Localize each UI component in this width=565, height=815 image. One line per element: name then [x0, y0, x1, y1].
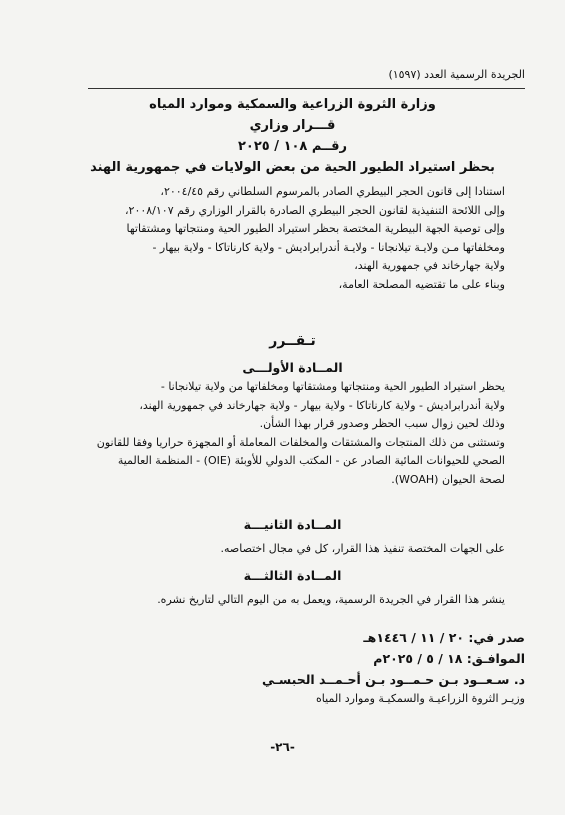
- preamble: [40, 183, 505, 294]
- header-rule: [88, 88, 525, 89]
- decision-subject: بحظر استيراد الطيور الحية من بعض الولايات في جمهورية الهند: [90, 160, 495, 175]
- issued-date: صدر في: ٢٠ / ١١ / ١٤٤٦هـ: [363, 630, 525, 645]
- gazette-header: الجريدة الرسمية العدد (١٥٩٧): [388, 68, 525, 81]
- resolves-heading: تـقــرر: [269, 333, 316, 349]
- preamble-line: وإلى اللائحة التنفيذية لقانون الحجر البيطري الصادرة بالقرار الوزاري رقم ٢٠٠٨/١٠٧،: [124, 203, 505, 217]
- article-1-line: وتستثنى من ذلك المنتجات والمشتقات والمخلفات المعاملة أو المجهزة حراريا وفقا للقانون: [96, 435, 505, 449]
- article-2-body: [40, 540, 505, 559]
- gregorian-date: الموافـق: ١٨ / ٥ / ٢٠٢٥م: [373, 651, 525, 666]
- preamble-line: استنادا إلى قانون الحجر البيطري الصادر بالمرسوم السلطاني رقم ٢٠٠٤/٤٥،: [160, 185, 505, 198]
- article-1-line: وذلك لحين زوال سبب الحظر وصدور قرار بهذا الشأن.: [259, 417, 505, 430]
- article-1-line: الصحي للحيوانات المائية الصادر عن - المكتب الدولي للأوبئة (OIE) - المنظمة العالمية: [117, 454, 505, 467]
- decision-number: رقــم ١٠٨ / ٢٠٢٥: [238, 139, 347, 154]
- article-3-body: [40, 591, 505, 610]
- article-2-title: المــادة الثانيـــة: [243, 517, 342, 532]
- article-3-line: ينشر هذا القرار في الجريدة الرسمية، ويعمل به من اليوم التالي لتاريخ نشره.: [157, 593, 505, 606]
- article-1-line: يحظر استيراد الطيور الحية ومنتجاتها ومشتقاتها ومخلفاتها من ولاية تيلانجانا -: [160, 380, 505, 393]
- article-2-line: على الجهات المختصة تنفيذ هذا القرار، كل في مجال اختصاصه.: [220, 542, 505, 555]
- page-number: -٢٦-: [270, 740, 295, 754]
- article-1-body: [40, 378, 505, 489]
- signer-name: د. سـعــود بـن حـمــود بـن أحـمــد الحبسـي: [261, 672, 525, 687]
- decision-label: قـــرار وزاري: [249, 118, 336, 133]
- preamble-line: وإلى توصية الجهة البيطرية المختصة بحظر استيراد الطيور الحية ومنتجاتها ومشتقاتها: [126, 222, 505, 235]
- article-1-line: ولاية أندرابراديش - ولاية كارناتاكا - ولاية بيهار - ولاية جهارخاند في جمهورية الهند،: [139, 398, 505, 412]
- preamble-line: ولاية جهارخاند في جمهورية الهند،: [354, 259, 505, 272]
- preamble-line: وبناء على ما تقتضيه المصلحة العامة،: [338, 277, 505, 291]
- preamble-line: ومخلفاتها مـن ولايـة تيلانجانا - ولايـة أندرابراديش - ولاية كارناتاكا - ولاية بيهار -: [152, 240, 505, 254]
- article-1-title: المــادة الأولـــى: [242, 360, 343, 375]
- article-1-line: لصحة الحيوان (WOAH).: [391, 472, 505, 486]
- article-3-title: المــادة الثالثـــة: [243, 568, 342, 583]
- signer-title: وزيـر الثروة الزراعيـة والسمكيـة وموارد المياه: [316, 692, 525, 705]
- ministry-name: وزارة الثروة الزراعية والسمكية وموارد المياه: [149, 97, 436, 112]
